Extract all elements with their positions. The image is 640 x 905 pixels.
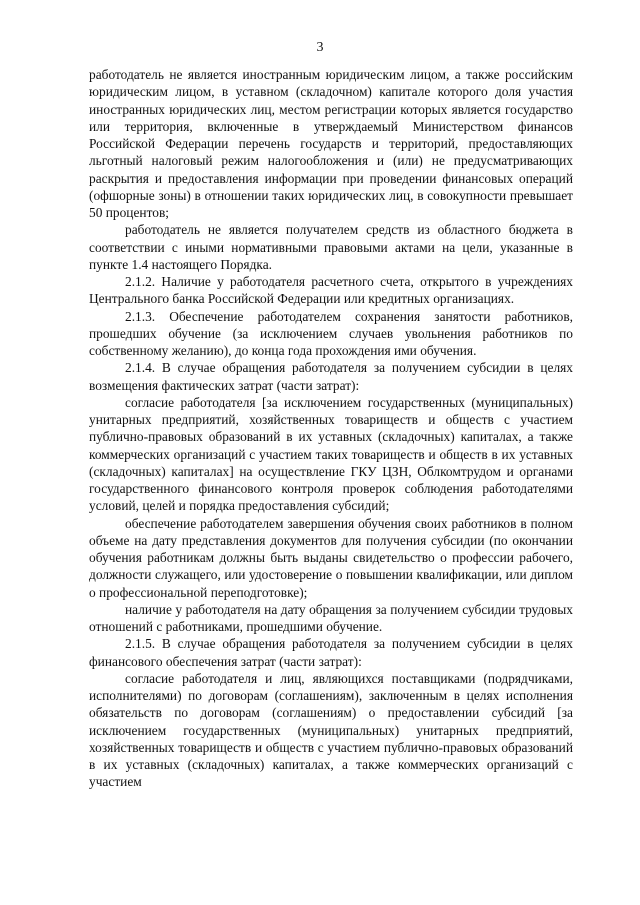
document-body [89, 66, 573, 791]
paragraph-foreign-entity-condition: работодатель не является иностранным юридическим лицом, а также российским юридическим лицом, в уставном (складочном) капитале которого доля участия иностранных юридических лиц, местом регистрации которых является государство или территория, включенные в утверждаемый Министерством финансов Российской Федерации перечень государств и территорий, предоставляющих льготный налоговый режим налогообложения и (или) не предусматривающих раскрытия и предоставления информации при проведении финансовых операций (офшорные зоны) в отношении таких юридических лиц, в совокупности превышает 50 процентов; [89, 67, 573, 220]
page-number: 3 [316, 40, 324, 55]
paragraph-2-1-2: 2.1.2. Наличие у работодателя расчетного счета, открытого в учреждениях Центрального банка Российской Федерации или кредитных организациях. [89, 274, 573, 307]
paragraph-employer-consent: согласие работодателя [за исключением государственных (муниципальных) унитарных предприятий, хозяйственных товариществ и обществ с участием публично-правовых образований в их уставных (складочных) капиталах, а также коммерческих организаций с участием таких товариществ и обществ в их уставных (складочных) капиталах] на осуществление ГКУ ЦЗН, Облкомтрудом и органами государственного финансового контроля проверок соблюдения работодателями условий, целей и порядка предоставления субсидий; [89, 394, 573, 514]
paragraph-labor-relations: наличие у работодателя на дату обращения за получением субсидии трудовых отношений с работниками, прошедшими обучение. [89, 601, 573, 634]
paragraph-suppliers-consent: согласие работодателя и лиц, являющихся поставщиками (подрядчиками, исполнителями) по договорам (соглашениям), заключенным в целях исполнения обязательств по договорам (соглашениям) о предоставлении субсидий [за исключением государственных (муниципальных) унитарных предприятий, хозяйственных товариществ и обществ с участием публично-правовых образований в их уставных (складочных) капиталах, а также коммерческих организаций с участием [89, 670, 573, 790]
paragraph-2-1-4: 2.1.4. В случае обращения работодателя за получением субсидии в целях возмещения фактических затрат (части затрат): [89, 360, 573, 393]
paragraph-2-1-5: 2.1.5. В случае обращения работодателя за получением субсидии в целях финансового обеспечения затрат (части затрат): [89, 636, 573, 669]
paragraph-2-1-3: 2.1.3. Обеспечение работодателем сохранения занятости работников, прошедших обучение (за исключением случаев увольнения работников по собственному желанию), до конца года прохождения ими обучения. [89, 308, 573, 358]
paragraph-training-completion: обеспечение работодателем завершения обучения своих работников в полном объеме на дату представления документов для получения субсидии (по окончании обучения работникам должны быть выданы свидетельство о профессии рабочего, должности служащего, или удостоверение о повышении квалификации, или диплом о профессиональной переподготовке); [89, 515, 573, 600]
paragraph-not-budget-recipient: работодатель не является получателем средств из областного бюджета в соответствии с иными нормативными правовыми актами на цели, указанные в пункте 1.4 настоящего Порядка. [89, 222, 573, 272]
